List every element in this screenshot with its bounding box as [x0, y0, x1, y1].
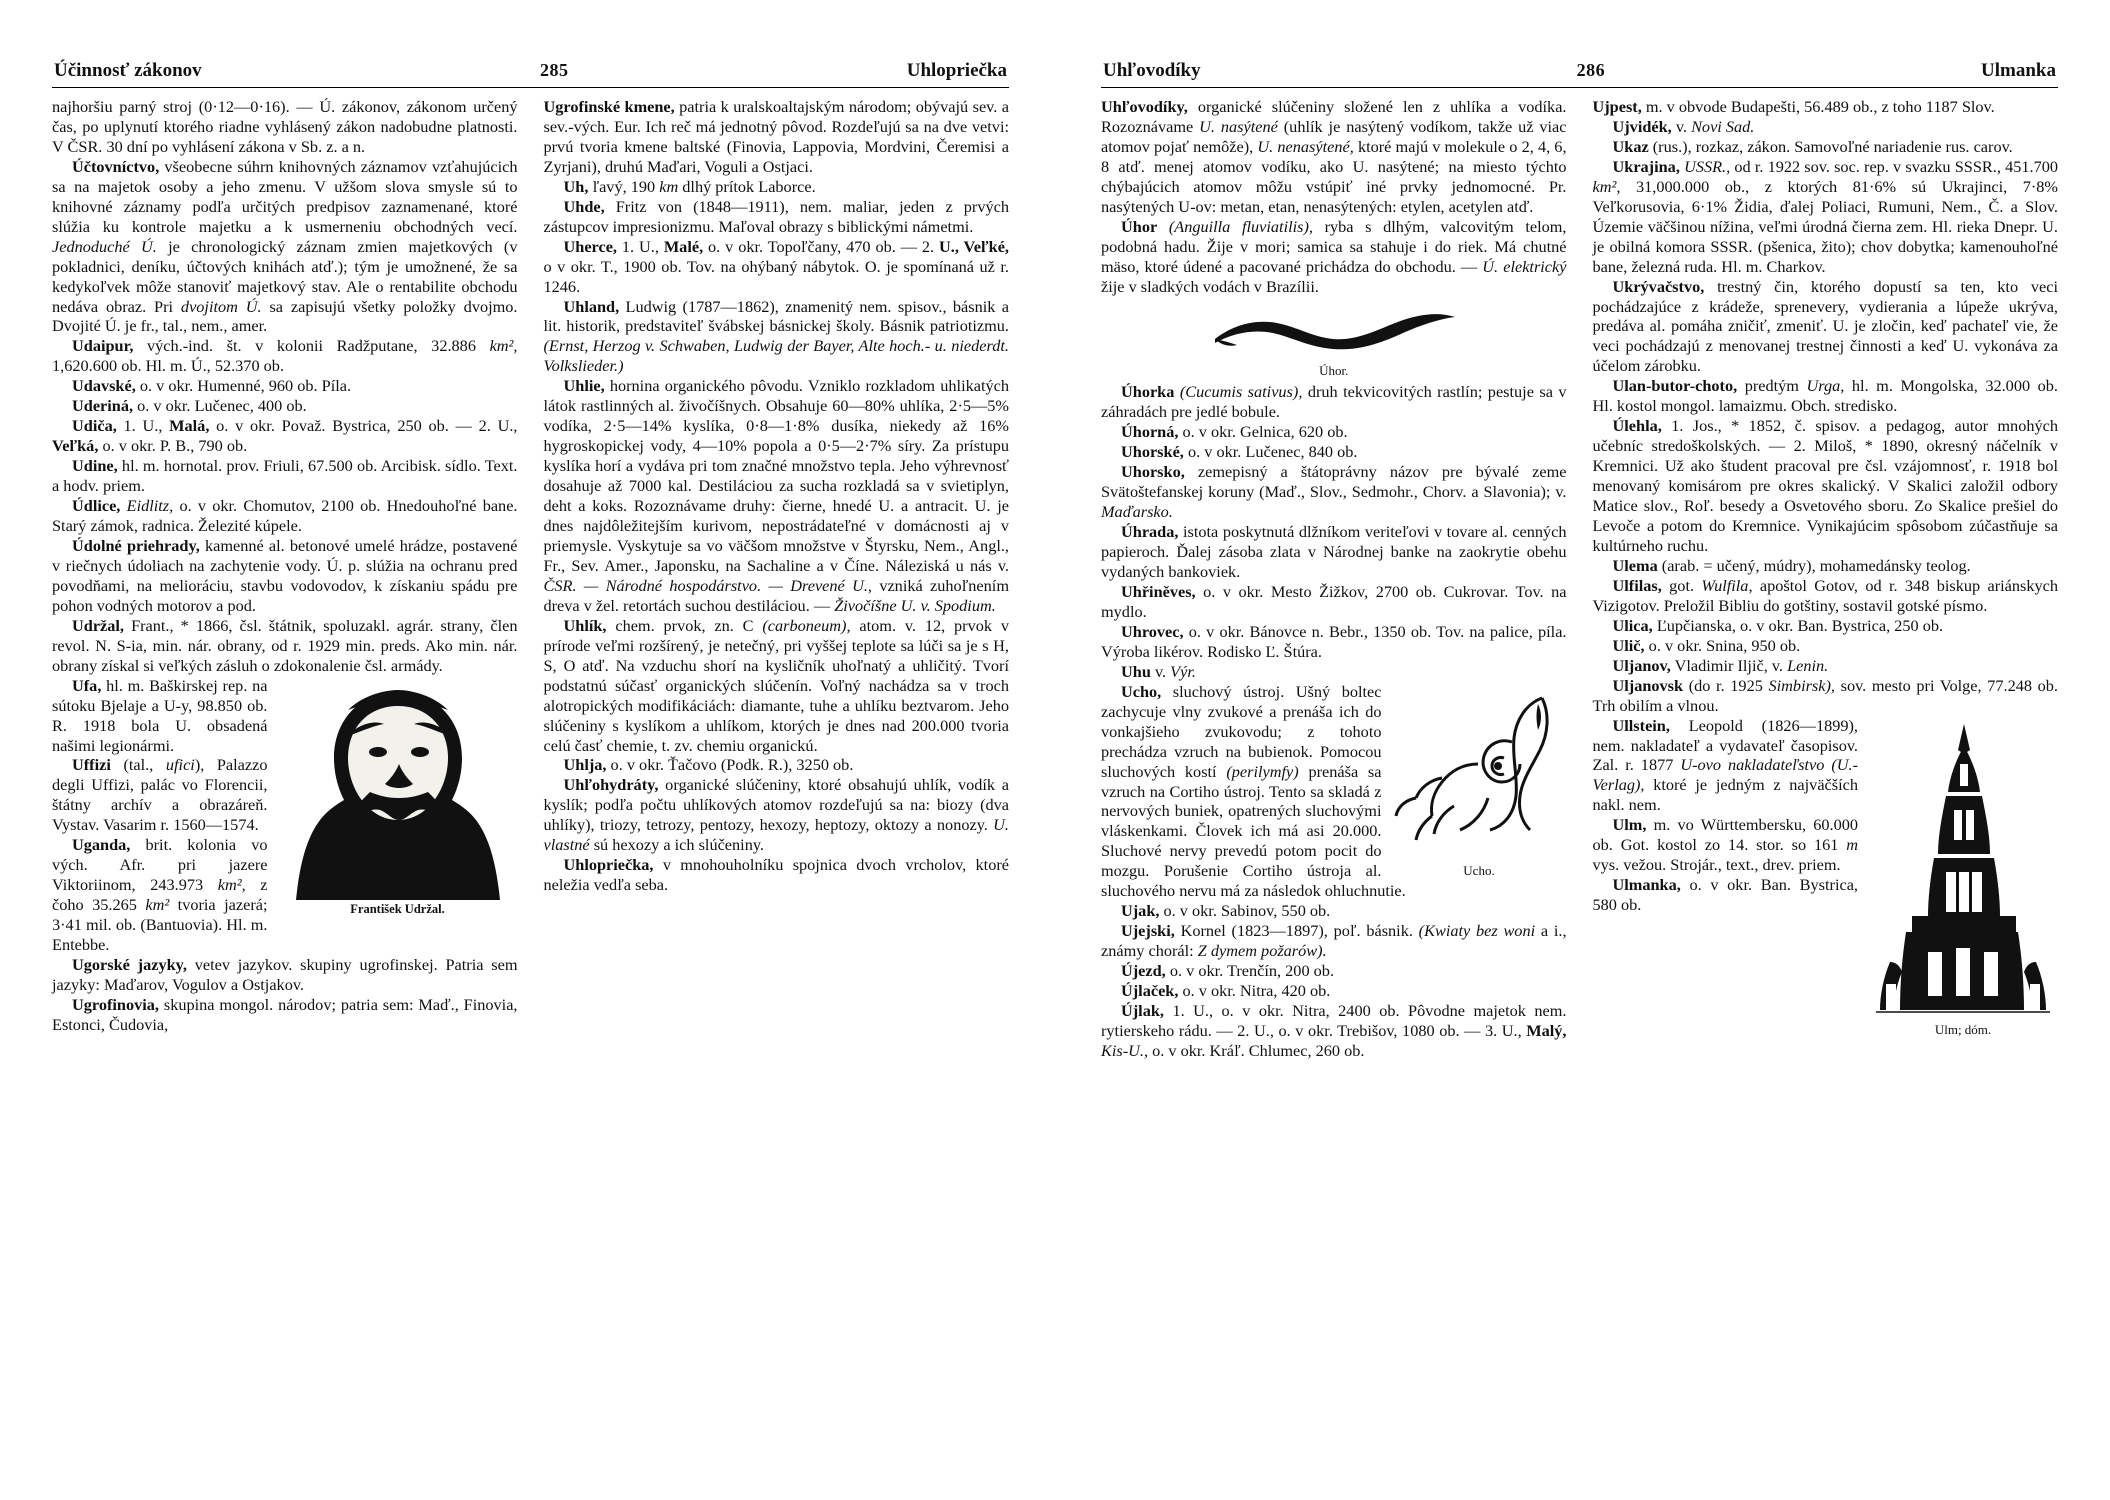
entry-paragraph: Úhor (Anguilla fluviatilis), ryba s dlhým, valcovitým telom, podobná hadu. Žije v mori; samica sa stahuje i do riek. Má chutné mäso, ktoré údené a pacované prichádza do obchodu. — Ú. elektrický žije v sladkých vodách v Brazílii. [1101, 216, 1567, 296]
page-header-left [52, 60, 1009, 87]
entry-paragraph: Uljanovsk (do r. 1925 Simbirsk), sov. mesto pri Volge, 77.248 ob. Trh obilím a vlnou. [1592, 675, 2059, 715]
entry-paragraph: Ufa, hl. m. Baškirskej rep. na sútoku Bjelaje a U-y, 98.850 ob. R. 1918 bola U. obsadená našimi legionármi. [52, 675, 268, 755]
columns-left-page [52, 97, 1009, 1427]
entry-paragraph: Udiča, 1. U., Malá, o. v okr. Považ. Bystrica, 250 ob. — 2. U., Veľká, o. v okr. P. B., 790 ob. [52, 416, 518, 456]
entry-paragraph: Ujejski, Kornel (1823—1897), poľ. básnik. (Kwiaty bez woni a i., známy chorál: Z dymem požarów). [1101, 921, 1567, 961]
entry-paragraph: Ullstein, Leopold (1826—1899), nem. nakladateľ a vydavateľ časopisov. Zal. r. 1877 U-ovo nakladateľstvo (U.-Verlag), ktoré je jedným z najväčších nakl. nem. [1592, 715, 1858, 815]
figure-caption: Ulm; dóm. [1934, 1021, 1992, 1037]
header-rule [52, 87, 1009, 88]
entry-paragraph: Úhorná, o. v okr. Gelnica, 620 ob. [1121, 422, 1348, 442]
entry-paragraph: Ulm, m. vo Württembersku, 60.000 ob. Got. kostol zo 14. stor. so 161 m vys. vežou. Strojár., text., drev. priem. [1592, 815, 1858, 875]
column-2 [544, 97, 1010, 1427]
entry-paragraph: Údolné priehrady, kamenné al. betonové umelé hrádze, postavené v riečnych údoliach na zachytenie vody. Ú. p. slúžia na ochranu pred povodňami, na melioráciu, stavbu vodovodov, k získaniu spádu pre pohon vodných motorov a pod. [52, 535, 518, 615]
figure-eel [1101, 303, 1567, 379]
entry-paragraph: Uhorsko, zemepisný a štátoprávny názov pre bývalé zeme Svätoštefanskej koruny (Maď., Slov., Sedmohr., Chorv. a Slavonia); v. Maďarsko. [1101, 462, 1567, 522]
column-1 [1101, 97, 1567, 1427]
ulm-cathedral-illustration [1868, 720, 2058, 1020]
entry-paragraph: Uhde, Fritz von (1848—1911), nem. maliar, jeden z prvých zástupcov impresionizmu. Maľoval obrazy s biblickými námetmi. [543, 196, 1009, 236]
figure-portrait [278, 680, 518, 917]
entry-paragraph: Uhľohydráty, organické slúčeniny, ktoré obsahujú uhlík, vodík a kyslík; podľa počtu uhlíkových atomov rozdeľujú sa na: biozy (dva uhlíky), triozy, tetrozy, pentozy, hexozy, heptozy, oktozy a nonozy. U. vlastné sú hexozy a ich slúčeniny. [543, 775, 1009, 855]
entry-paragraph: Ujak, o. v okr. Sabinov, 550 ob. [1121, 901, 1331, 921]
figure-ear [1392, 686, 1567, 879]
entry-paragraph: Ukrajina, USSR., od r. 1922 sov. soc. rep. v svazku SSSR., 451.700 km², 31,000.000 ob., z ktorých 81·6% sú Ukrajinci, 7·8% Veľkorusovia, 6·1% Židia, ďalej Poliaci, Rumuni, Nem., Č. a Slov. Územie väčšinou nížina, veľmi úrodná čierna zem. Hl. rieka Dnepr. U. je obilná komora SSSR. (pšenica, žito); chov dobytka; kamenouhoľné bane, železná ruda. Hl. m. Charkov. [1592, 156, 2058, 276]
header-left-title: Účinnosť zákonov [54, 60, 202, 81]
entry-paragraph: Ugrofinské kmene, patria k uralskoaltajským národom; obývajú sev. a sev.-vých. Eur. Ich reč má jednotný pôvod. Rozdeľujú sa na dve vetvi: prvú tvoria kmene baltské (Finovia, Lappovia, Mordvini, Čeremisi a Zyrjani), druhú Maďari, Voguli a Ostjaci. [543, 97, 1009, 176]
entry-paragraph: Ukrývačstvo, trestný čin, ktorého dopustí sa ten, kto veci pochádzajúce z krádeže, sprenevery, vydierania a lúpeže ukrýva, predáva al. pomáha zničiť, zmeniť. U. je zločin, keď pachateľ vie, že veci pochádzajú z menovanej trestnej činnosti a keď U. vykonáva za účelom zárobku. [1592, 276, 2058, 376]
ear-anatomy-illustration [1392, 686, 1567, 861]
entry-paragraph: Ulema (arab. = učený, múdry), mohamedánsky teolog. [1612, 555, 1971, 575]
figure-caption: František Udržal. [350, 901, 445, 916]
entry-paragraph: Uhu v. Výr. [1121, 661, 1196, 681]
entry-paragraph: Uganda, brit. kolonia vo vých. Afr. pri jazere Viktoriinom, 243.973 km², z čoho 35.265 km² tvoria jazerá; 3·41 mil. ob. (Bantuovia). Hl. m. Entebbe. [52, 835, 268, 955]
entry-paragraph: Uhlie, hornina organického pôvodu. Vzniklo rozkladom uhlikatých látok rastlinných al. živočíšnych. Obsahuje 60—80% uhlíka, 2·5—5% vodíka, 2·5—14% kyslíka, 0·8—1·8% dusíka, niekedy až 16% hygroskopickej vody, 4—10% popola a 0·5—2·7% síry. Za prístupu kyslíka horí a vydáva pri tom značné množstvo tepla. Jeho výhrevnosť dosahuje až 7000 kal. Destiláciou za sucha rozkladá sa v svietiplyn, deht a koks. Rozoznávame druhy: čierne, hnedé U. a antracit. U. je dnes najdôležitejším kurivom, nepostrádateľné v domácnosti aj v priemysle. Vyskytuje sa vo väčšom množstve v Štyrsku, Nem., Angl., Fr., Sev. Amer., Japonsku, na Sachaline a v Číne. Náleziská u nás v. ČSR. — Národné hospodárstvo. — Drevené U., vzniká zuhoľnením dreva v žel. retortách suchou destiláciou. — Živočíšne U. v. Spodium. [543, 376, 1009, 615]
page-header-right [1101, 60, 2058, 87]
header-rule [1101, 87, 2058, 88]
entry-paragraph: Úhrada, istota poskytnutá dlžníkom veriteľovi v tovare al. cenných papieroch. Ďalej zásoba zlata v Národnej banke na zaokrytie obehu vydaných bankoviek. [1101, 522, 1567, 582]
entry-paragraph: Uhlík, chem. prvok, zn. C (carboneum), atom. v. 12, prvok v prírode veľmi rozšírený, je netečný, pri vyššej teplote sa lúči sa je s H, S, O atď. Na vzduchu shorí na kysličník uhoľnatý a uhličitý. Tvorí podstatnú súčasť organických slúčenín. Voľný nachádza sa v troch alotropických modifikáciách: diamante, tuhe a uhlíku beztvarom. Jeho slúčeniny s kyslíkom a uhlíkom, ktorých je dnes nad 200.000 tvoria celú časť chemie, t. zv. chemiu organickú. [543, 615, 1009, 755]
header-left-title: Uhľovodíky [1103, 60, 1201, 81]
entry-paragraph: Uhlja, o. v okr. Ťačovo (Podk. R.), 3250 ob. [563, 755, 854, 775]
entry-paragraph: Ulič, o. v okr. Snina, 950 ob. [1612, 635, 1801, 655]
entry-paragraph: Uffizi (tal., ufici), Palazzo degli Uffizi, palác vo Florencii, štátny archív a obrazáreň. Vystav. Vasarim r. 1560—1574. [52, 755, 268, 835]
eel-illustration [1209, 303, 1459, 361]
entry-paragraph: Ukaz (rus.), rozkaz, zákon. Samovoľné nariadenie rus. carov. [1612, 136, 2013, 156]
entry-paragraph: Uljanov, Vladimir Iljič, v. Lenin. [1612, 655, 1829, 675]
entry-paragraph: Ucho, sluchový ústroj. Ušný boltec zachycuje vlny zvukové a prenáša ich do vonkajšieho zvukovodu; z tohoto prechádza vzruch na bubienok. Pomocou sluchových kostí (perilymfy) prenáša sa vzruch na Cortiho ústroj. Tento sa skladá z nervových buniek, opatrených sluchovými vláskenkami. Človek ich má asi 20.000. Sluchové nervy prevedú potom pocit do mozgu. Porušenie Cortiho ústroja al. sluchového nervu má za následok ohluchnutie. [1101, 681, 1406, 901]
figure-cathedral [1868, 720, 2058, 1038]
header-right-title: Uhlopriečka [906, 60, 1007, 81]
entry-paragraph: Ugrofinovia, skupina mongol. národov; patria sem: Maď., Finovia, Estonci, Čudovia, [52, 994, 518, 1034]
entry-paragraph: Ulica, Ľupčianska, o. v okr. Ban. Bystrica, 250 ob. [1612, 615, 1944, 635]
entry-paragraph: Úlehla, 1. Jos., * 1852, č. spisov. a pedagog, autor mnohých učebníc stredoškolských. — 2. Miloš, * 1890, okresný náčelník v Kremnici. Už ako študent pracoval pre čsl. vzájomnosť, r. 1918 bol menovaný komisárom pre okres skalický. V Skalici založil odbory Matice slov., Roľ. besedy a Osvetového sboru. Zo Skalice prešiel do Levoče a potom do Kremnice. Vynikajúcim spôsobom zúčastňuje sa kultúrneho ruchu. [1592, 416, 2058, 555]
figure-caption: Úhor. [1319, 362, 1349, 378]
entry-paragraph: Újlaček, o. v okr. Nitra, 420 ob. [1121, 981, 1331, 1001]
entry-paragraph: Ulmanka, o. v okr. Ban. Bystrica, 580 ob. [1592, 875, 1858, 915]
entry-paragraph: Udavské, o. v okr. Humenné, 960 ob. Píla. [72, 376, 352, 396]
entry-paragraph: Ujvidék, v. Novi Sad. [1612, 116, 1755, 136]
entry-paragraph: Uhrovec, o. v okr. Bánovce n. Bebr., 1350 ob. Tov. na palice, píla. Výroba likérov. Rodisko Ľ. Štúra. [1101, 621, 1567, 661]
entry-paragraph: Újlak, 1. U., o. v okr. Nitra, 2400 ob. Pôvodne majetok nem. rytierskeho rádu. — 2. U., o. v okr. Trebišov, 1080 ob. — 3. U., Malý, Kis-U., o. v okr. Kráľ. Chlumec, 260 ob. [1101, 1001, 1567, 1060]
entry-paragraph: Ujpest, m. v obvode Budapešti, 56.489 ob., z toho 1187 Slov. [1592, 97, 1995, 116]
entry-paragraph: Uhland, Ludwig (1787—1862), znamenitý nem. spisov., básnik a lit. historik, predstaviteľ švábskej básnickej školy. Básnik patriotizmu. (Ernst, Herzog v. Schwaben, Ludwig der Bayer, Alte hoch.- u. niederdt. Volkslieder.) [543, 296, 1009, 376]
entry-paragraph: najhoršiu parný stroj (0·12—0·16). — Ú. zákonov, zákonom určený čas, po uplynutí ktorého riadne vyhlásený zákon nadobudne platnosti. V ČSR. 30 dní po vyhlásení zákona v Sb. z. a n. [52, 97, 518, 156]
entry-paragraph: Újezd, o. v okr. Trenčín, 200 ob. [1121, 961, 1335, 981]
entry-paragraph: Uh, ľavý, 190 km dlhý prítok Laborce. [563, 176, 816, 196]
columns-right-page [1101, 97, 2058, 1427]
column-1 [52, 97, 518, 1427]
entry-paragraph: Úhorka (Cucumis sativus), druh tekvicovitých rastlín; pestuje sa v záhradách pre jedlé bobule. [1101, 382, 1567, 422]
entry-paragraph: Uhřiněves, o. v okr. Mesto Žižkov, 2700 ob. Cukrovar. Tov. na mydlo. [1101, 581, 1567, 621]
entry-paragraph: Ulan-butor-choto, predtým Urga, hl. m. Mongolska, 32.000 ob. Hl. kostol mongol. lamaizmu. Obch. stredisko. [1592, 376, 2058, 416]
entry-paragraph: Uhorské, o. v okr. Lučenec, 840 ob. [1121, 442, 1358, 462]
entry-paragraph: Ulfilas, got. Wulfila, apoštol Gotov, od r. 348 biskup ariánskych Vizigotov. Preložil Bibliu do gotštiny, sostavil gotské písmo. [1592, 575, 2058, 615]
column-2 [1593, 97, 2059, 1427]
entry-paragraph: Uhľovodíky, organické slúčeniny složené len z uhlíka a vodíka. Rozoznávame U. nasýtené (uhlík je nasýtený vodíkom, takže už viac atomov pojať nemôže), U. nenasýtené, ktoré majú v molekule o 2, 4, 6, 8 atď. menej atomov vodíku, ako U. nasýtené; na miesto týchto chýbajúcich atomov môžu vstúpiť iné prvky jednomocné. Pr. nasýtených U-ov: metan, etan, nenasýtených: etylen, acetylen atď. [1101, 97, 1567, 216]
entry-paragraph: Udaipur, vých.-ind. št. v kolonii Radžputane, 32.886 km², 1,620.600 ob. Hl. m. Ú., 52.370 ob. [52, 336, 518, 376]
page-right [1055, 0, 2110, 1500]
entry-paragraph: Udine, hl. m. hornotal. prov. Friuli, 67.500 ob. Arcibisk. sídlo. Text. a hodv. priem. [52, 456, 518, 496]
entry-paragraph: Uderiná, o. v okr. Lučenec, 400 ob. [72, 396, 307, 416]
page-number-right: 286 [1576, 60, 1606, 80]
entry-paragraph: Uhlopriečka, v mnohouholníku spojnica dvoch vrcholov, ktoré neležia vedľa seba. [543, 855, 1009, 895]
portrait-udrzal [278, 680, 518, 900]
entry-paragraph: Údlice, Eidlitz, o. v okr. Chomutov, 2100 ob. Hnedouhoľné bane. Starý zámok, radnica. Železité kúpele. [52, 496, 518, 536]
page-number-left: 285 [539, 60, 569, 80]
header-right-title: Ulmanka [1981, 60, 2056, 81]
entry-paragraph: Uherce, 1. U., Malé, o. v okr. Topoľčany, 470 ob. — 2. U., Veľké, o v okr. T., 1900 ob. Tov. na ohýbaný nábytok. O. je spomínaná už r. 1246. [543, 236, 1009, 296]
figure-caption: Ucho. [1463, 862, 1495, 878]
entry-paragraph: Účtovníctvo, všeobecne súhrn knihovných záznamov vzťahujúcich sa na majetok osoby a jeho zmenu. V užšom slova smysle sú to knihovné záznamy podľa určitých predpisov zaznamenané, ktoré slúžia ku kontrole majetku a k usmerneniu obchodných vecí. Jednoduché Ú. je chronologický záznam zmien majetkových (v pokladnici, deníku, účtových knihách atď.); tým je umožnené, že sa kedykoľvek môže stanoviť majetkový stav. Ale o rentabilite obchodu nedáva obraz. Pri dvojitom Ú. sa zapisujú všetky položky dvojmo. Dvojité Ú. je fr., tal., nem., amer. [52, 156, 518, 336]
entry-paragraph: Udržal, Frant., * 1866, čsl. štátnik, spoluzakl. agrár. strany, člen revol. N. S-ia, min. nár. obrany, od r. 1929 min. preds. Ako min. nár. obrany získal si veľkých zásluh o zdokonalenie čsl. armády. [52, 615, 518, 675]
entry-paragraph: Ugorské jazyky, vetev jazykov. skupiny ugrofinskej. Patria sem jazyky: Maďarov, Vogulov a Ostjakov. [52, 954, 518, 994]
